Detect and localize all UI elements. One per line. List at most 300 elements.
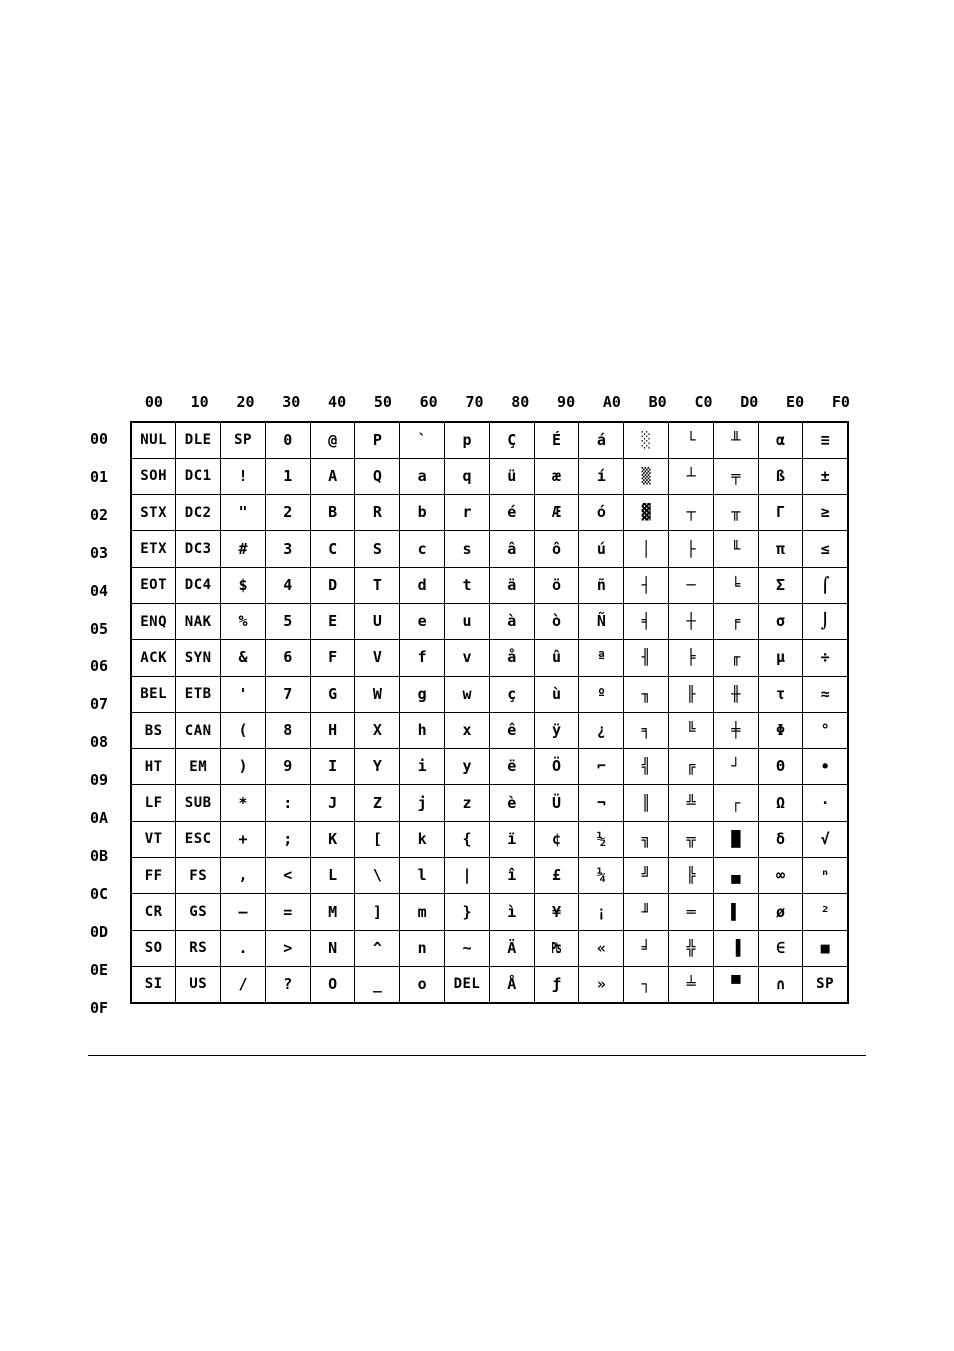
code-cell: Y [355,749,400,785]
code-cell: ≡ [803,422,848,458]
code-cell: c [400,531,445,567]
code-cell: ₧ [534,930,579,966]
code-cell: ª [579,640,624,676]
code-cell: Γ [758,495,803,531]
table-row [131,422,848,458]
code-cell: h [400,712,445,748]
code-cell: > [265,930,310,966]
code-cell: ╩ [669,785,714,821]
code-cell: v [445,640,490,676]
table-row [131,966,848,1002]
code-cell: á [579,422,624,458]
code-cell: O [310,966,355,1002]
code-cell: SOH [131,458,176,494]
code-cell: K [310,821,355,857]
code-cell: DC4 [176,567,221,603]
code-cell: R [355,495,400,531]
code-cell: SO [131,930,176,966]
code-cell: / [221,966,266,1002]
code-cell: HT [131,749,176,785]
code-cell: ╕ [624,712,669,748]
code-cell: r [445,495,490,531]
code-cell: ▒ [624,458,669,494]
code-cell: ETX [131,531,176,567]
code-cell: ≈ [803,676,848,712]
code-cell: + [221,821,266,857]
code-cell: $ [221,567,266,603]
code-cell: z [445,785,490,821]
code-cell: DLE [176,422,221,458]
code-cell: ' [221,676,266,712]
code-cell: RS [176,930,221,966]
code-cell: « [579,930,624,966]
code-cell: < [265,858,310,894]
code-cell: ß [758,458,803,494]
row-header: 0E [90,960,109,979]
code-cell: ; [265,821,310,857]
code-cell: Ç [489,422,534,458]
table-row [131,531,848,567]
code-cell: £ [534,858,579,894]
code-cell: ▐ [713,930,758,966]
code-cell: ╫ [713,676,758,712]
code-cell: ╨ [713,422,758,458]
code-cell: ° [803,712,848,748]
code-cell: Ω [758,785,803,821]
code-cell: NAK [176,603,221,639]
code-cell: â [489,531,534,567]
code-cell: ╬ [669,930,714,966]
code-cell: ï [489,821,534,857]
code-cell: y [445,749,490,785]
code-cell: α [758,422,803,458]
code-cell: è [489,785,534,821]
code-cell: ACK [131,640,176,676]
code-cell: ö [534,567,579,603]
code-cell: √ [803,821,848,857]
code-cell: p [445,422,490,458]
code-cell: ⌐ [579,749,624,785]
code-cell: G [310,676,355,712]
code-cell: DC2 [176,495,221,531]
table-row [131,858,848,894]
code-cell: σ [758,603,803,639]
code-cell: ┘ [713,749,758,785]
column-header: 40 [328,393,347,411]
code-cell: ¼ [579,858,624,894]
code-cell: ▀ [713,966,758,1002]
code-cell: E [310,603,355,639]
code-cell: o [400,966,445,1002]
code-cell: ░ [624,422,669,458]
code-cell: ╠ [669,858,714,894]
code-cell: GS [176,894,221,930]
code-cell: b [400,495,445,531]
code-cell: µ [758,640,803,676]
code-cell: ═ [669,894,714,930]
code-cell: │ [624,531,669,567]
code-cell: [ [355,821,400,857]
code-cell: ü [489,458,534,494]
code-cell: ╡ [624,603,669,639]
code-cell: ] [355,894,400,930]
code-cell: ≤ [803,531,848,567]
code-cell: ╤ [713,458,758,494]
code-cell: ì [489,894,534,930]
column-header: 50 [373,393,392,411]
code-cell: 6 [265,640,310,676]
code-cell: ≥ [803,495,848,531]
code-cell: ¥ [534,894,579,930]
code-cell: W [355,676,400,712]
column-header: 30 [282,393,301,411]
code-cell: ∩ [758,966,803,1002]
code-cell: @ [310,422,355,458]
code-cell: ╞ [669,640,714,676]
code-cell: s [445,531,490,567]
code-cell: 9 [265,749,310,785]
code-cell: Ü [534,785,579,821]
column-header: 20 [236,393,255,411]
code-cell: k [400,821,445,857]
column-header: 90 [557,393,576,411]
code-cell: 1 [265,458,310,494]
column-header: A0 [602,393,621,411]
code-cell: SP [803,966,848,1002]
code-cell: CR [131,894,176,930]
code-cell: # [221,531,266,567]
code-cell: 4 [265,567,310,603]
column-header: 00 [144,393,163,411]
code-cell: ─ [669,567,714,603]
code-cell: FS [176,858,221,894]
code-cell: w [445,676,490,712]
code-cell: B [310,495,355,531]
code-cell: _ [355,966,400,1002]
code-cell: u [445,603,490,639]
code-cell: | [445,858,490,894]
code-cell: Æ [534,495,579,531]
code-cell: P [355,422,400,458]
code-cell: J [310,785,355,821]
code-cell: ┌ [713,785,758,821]
code-cell: ▌ [713,894,758,930]
code-cell: ! [221,458,266,494]
code-cell: δ [758,821,803,857]
code-cell: ó [579,495,624,531]
code-cell: ║ [624,785,669,821]
row-header: 0F [90,998,109,1017]
code-cell: \ [355,858,400,894]
code-cell: ê [489,712,534,748]
code-cell: å [489,640,534,676]
code-cell: ç [489,676,534,712]
code-cell: ¡ [579,894,624,930]
code-cell: · [803,785,848,821]
row-header: 00 [90,430,109,448]
code-cell: ú [579,531,624,567]
code-cell: 7 [265,676,310,712]
row-header: 03 [90,543,109,562]
table-row [131,567,848,603]
code-cell: x [445,712,490,748]
code-cell: ╒ [713,603,758,639]
code-cell: = [265,894,310,930]
code-cell: ╟ [669,676,714,712]
code-cell: — [221,894,266,930]
code-cell: " [221,495,266,531]
code-cell: , [221,858,266,894]
code-cell: % [221,603,266,639]
row-header: 06 [90,657,109,676]
row-header: 0D [90,922,109,941]
code-cell: t [445,567,490,603]
code-cell: ` [400,422,445,458]
code-cell: ╙ [713,531,758,567]
code-cell: SYN [176,640,221,676]
code-cell: Ä [489,930,534,966]
code-cell: └ [669,422,714,458]
code-cell: » [579,966,624,1002]
code-cell: DC1 [176,458,221,494]
code-cell: ╣ [624,749,669,785]
code-cell: DEL [445,966,490,1002]
code-cell: j [400,785,445,821]
table-row [131,712,848,748]
code-cell: ╔ [669,749,714,785]
code-cell: ± [803,458,848,494]
table-row [131,495,848,531]
code-cell: ^ [355,930,400,966]
code-cell: ╝ [624,858,669,894]
code-cell: V [355,640,400,676]
table-row [131,749,848,785]
code-cell: M [310,894,355,930]
row-header: 0B [90,846,109,865]
code-cell: ⌠ [803,567,848,603]
code-cell: BEL [131,676,176,712]
code-cell: FF [131,858,176,894]
code-cell: τ [758,676,803,712]
code-cell: { [445,821,490,857]
code-cell: ▄ [713,858,758,894]
table-row [131,821,848,857]
code-cell: û [534,640,579,676]
code-cell: ETB [176,676,221,712]
code-cell: ƒ [534,966,579,1002]
code-cell: Σ [758,567,803,603]
code-cell: X [355,712,400,748]
code-cell: NUL [131,422,176,458]
table-row [131,676,848,712]
code-cell: n [400,930,445,966]
code-cell: 3 [265,531,310,567]
code-cell: ⌡ [803,603,848,639]
code-cell: ÷ [803,640,848,676]
code-cell: CAN [176,712,221,748]
code-cell: H [310,712,355,748]
row-header: 08 [90,733,109,752]
code-cell: } [445,894,490,930]
code-cell: i [400,749,445,785]
code-cell: T [355,567,400,603]
code-cell: . [221,930,266,966]
code-cell: ╥ [713,495,758,531]
code-cell: 2 [265,495,310,531]
code-cell: ∙ [803,749,848,785]
code-cell: STX [131,495,176,531]
code-cell: É [534,422,579,458]
column-header: 70 [465,393,484,411]
code-cell: I [310,749,355,785]
code-cell: e [400,603,445,639]
code-cell: ┐ [624,966,669,1002]
code-cell: D [310,567,355,603]
horizontal-rule [88,1055,866,1056]
code-cell: SUB [176,785,221,821]
code-cell: ╦ [669,821,714,857]
column-header: E0 [786,393,805,411]
code-cell: █ [713,821,758,857]
code-cell: ÿ [534,712,579,748]
code-cell: l [400,858,445,894]
code-cell: ├ [669,531,714,567]
code-cell: ┤ [624,567,669,603]
code-cell: ┴ [669,458,714,494]
row-header: 0A [90,809,109,827]
code-cell: f [400,640,445,676]
code-cell: ⁿ [803,858,848,894]
code-cell: S [355,531,400,567]
code-cell: ╜ [624,894,669,930]
code-cell: d [400,567,445,603]
code-cell: ╗ [624,821,669,857]
code-cell: ╘ [713,567,758,603]
code-cell: ╧ [669,966,714,1002]
code-cell: π [758,531,803,567]
code-cell: EM [176,749,221,785]
code-cell: ENQ [131,603,176,639]
code-cell: Q [355,458,400,494]
code-cell: Z [355,785,400,821]
code-cell: ╢ [624,640,669,676]
code-cell: ╚ [669,712,714,748]
column-header: 60 [419,393,438,411]
code-cell: SI [131,966,176,1002]
code-cell: ┼ [669,603,714,639]
code-cell: A [310,458,355,494]
code-cell: a [400,458,445,494]
code-cell: US [176,966,221,1002]
code-cell: ø [758,894,803,930]
code-cell: EOT [131,567,176,603]
code-cell: ~ [445,930,490,966]
code-cell: BS [131,712,176,748]
table-row [131,458,848,494]
code-cell: m [400,894,445,930]
column-header: D0 [740,393,759,411]
code-cell: é [489,495,534,531]
row-header: 04 [90,581,109,600]
code-cell: ò [534,603,579,639]
code-cell: DC3 [176,531,221,567]
code-cell: ∈ [758,930,803,966]
row-header: 07 [90,695,109,714]
table-row [131,640,848,676]
table-row [131,894,848,930]
code-cell: ô [534,531,579,567]
code-cell: ┬ [669,495,714,531]
code-cell: î [489,858,534,894]
code-cell: Å [489,966,534,1002]
column-header: C0 [694,393,713,411]
code-cell: 0 [265,422,310,458]
code-cell: 5 [265,603,310,639]
row-header: 0C [90,884,109,903]
code-cell: æ [534,458,579,494]
code-cell: ▓ [624,495,669,531]
row-header: 02 [90,505,109,524]
code-cell: ä [489,567,534,603]
code-cell: ë [489,749,534,785]
code-cell: ù [534,676,579,712]
code-cell: g [400,676,445,712]
code-cell: ñ [579,567,624,603]
code-cell: í [579,458,624,494]
code-cell: ) [221,749,266,785]
code-cell: ╓ [713,640,758,676]
character-code-table [130,421,849,1004]
code-cell: LF [131,785,176,821]
code-cell: VT [131,821,176,857]
code-cell: ■ [803,930,848,966]
code-cell: ¿ [579,712,624,748]
table-row [131,603,848,639]
code-cell: & [221,640,266,676]
code-cell: N [310,930,355,966]
code-cell: * [221,785,266,821]
row-header: 01 [90,467,109,486]
code-cell: ╖ [624,676,669,712]
code-cell: 8 [265,712,310,748]
row-header: 09 [90,771,109,790]
column-header: B0 [648,393,667,411]
code-cell: L [310,858,355,894]
code-cell: Θ [758,749,803,785]
code-cell: : [265,785,310,821]
code-cell: ½ [579,821,624,857]
code-cell: ² [803,894,848,930]
code-cell: F [310,640,355,676]
code-cell: ( [221,712,266,748]
code-cell: Φ [758,712,803,748]
code-cell: º [579,676,624,712]
row-header: 05 [90,619,109,638]
code-cell: ╪ [713,712,758,748]
column-header: F0 [831,393,850,411]
code-cell: U [355,603,400,639]
table-row [131,785,848,821]
code-cell: q [445,458,490,494]
code-cell: ¬ [579,785,624,821]
code-cell: Ñ [579,603,624,639]
code-cell: à [489,603,534,639]
table-row [131,930,848,966]
code-cell: ESC [176,821,221,857]
code-cell: SP [221,422,266,458]
code-cell: ? [265,966,310,1002]
code-cell: ╛ [624,930,669,966]
